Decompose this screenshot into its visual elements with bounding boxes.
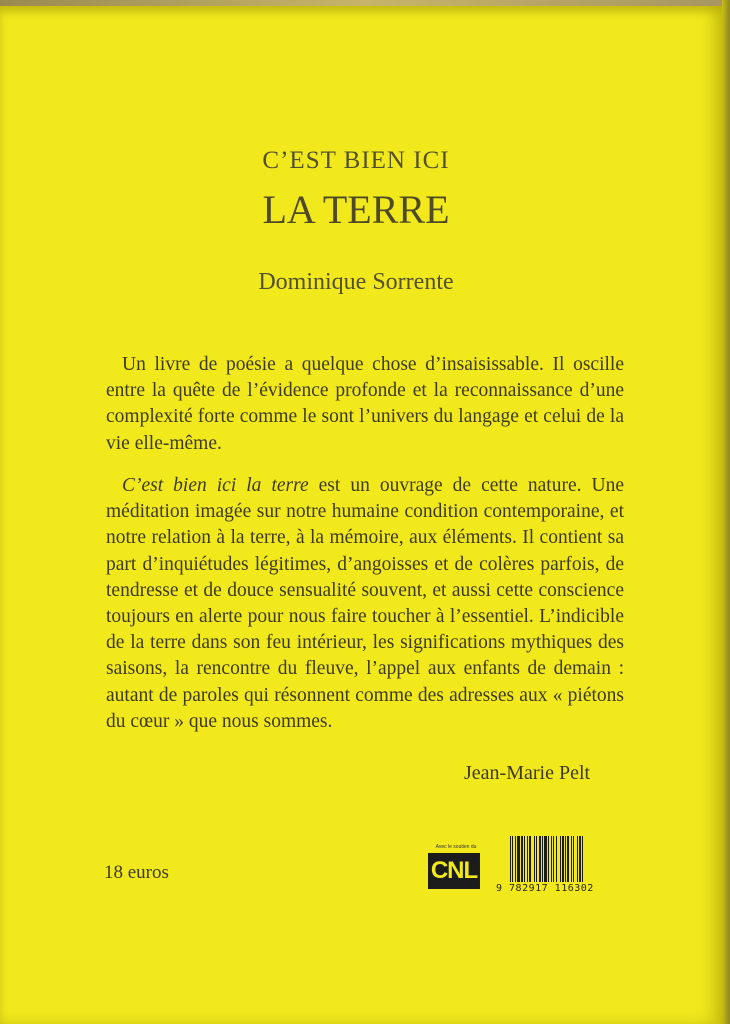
- book-spine-edge: [722, 0, 730, 1024]
- book-title-italic: C’est bien ici la terre: [122, 475, 309, 496]
- barcode-bars: [510, 836, 624, 882]
- blurb-paragraph-2: [106, 473, 624, 735]
- blurb-signature: Jean-Marie Pelt: [464, 762, 591, 784]
- cnl-logo-mark: CNL: [428, 853, 480, 889]
- isbn-barcode: [496, 836, 628, 894]
- cnl-logo: [428, 844, 484, 892]
- price-label: 18 euros: [104, 862, 169, 883]
- cnl-caption: Avec le soutien du: [435, 844, 477, 850]
- book-back-cover: [0, 6, 722, 1024]
- book-author: Dominique Sorrente: [258, 269, 454, 295]
- blurb-paragraph-2-text: est un ouvrage de cette nature. Une méditation imagée sur notre humaine condition contemporaine, et notre relation à la terre, à la mémoire, aux éléments. Il contient sa part d’inquiétudes légitimes, d’angoisses et de colères parfois, de tendresse et de douce sensualité souvent, et aussi cette conscience toujours en alerte pour nous faire toucher à l’essentiel. L’indicible de la terre dans son feu intérieur, les significations mythiques des saisons, la rencontre du fleuve, l’appel aux enfants de demain : autant de paroles qui résonnent comme des adresses aux « piétons du cœur » que nous sommes.: [106, 475, 624, 732]
- book-title: LA TERRE: [262, 187, 450, 232]
- barcode-bar: [583, 836, 584, 882]
- blurb-paragraph-1: Un livre de poésie a quelque chose d’insaisissable. Il oscille entre la quête de l’évidence profonde et la reconnaissance d’une complexité forte comme le sont l’univers du langage et celui de la vie elle-même.: [106, 354, 624, 454]
- isbn-number: 9 782917 116302: [496, 883, 594, 894]
- book-subtitle: C’EST BIEN ICI: [262, 147, 450, 174]
